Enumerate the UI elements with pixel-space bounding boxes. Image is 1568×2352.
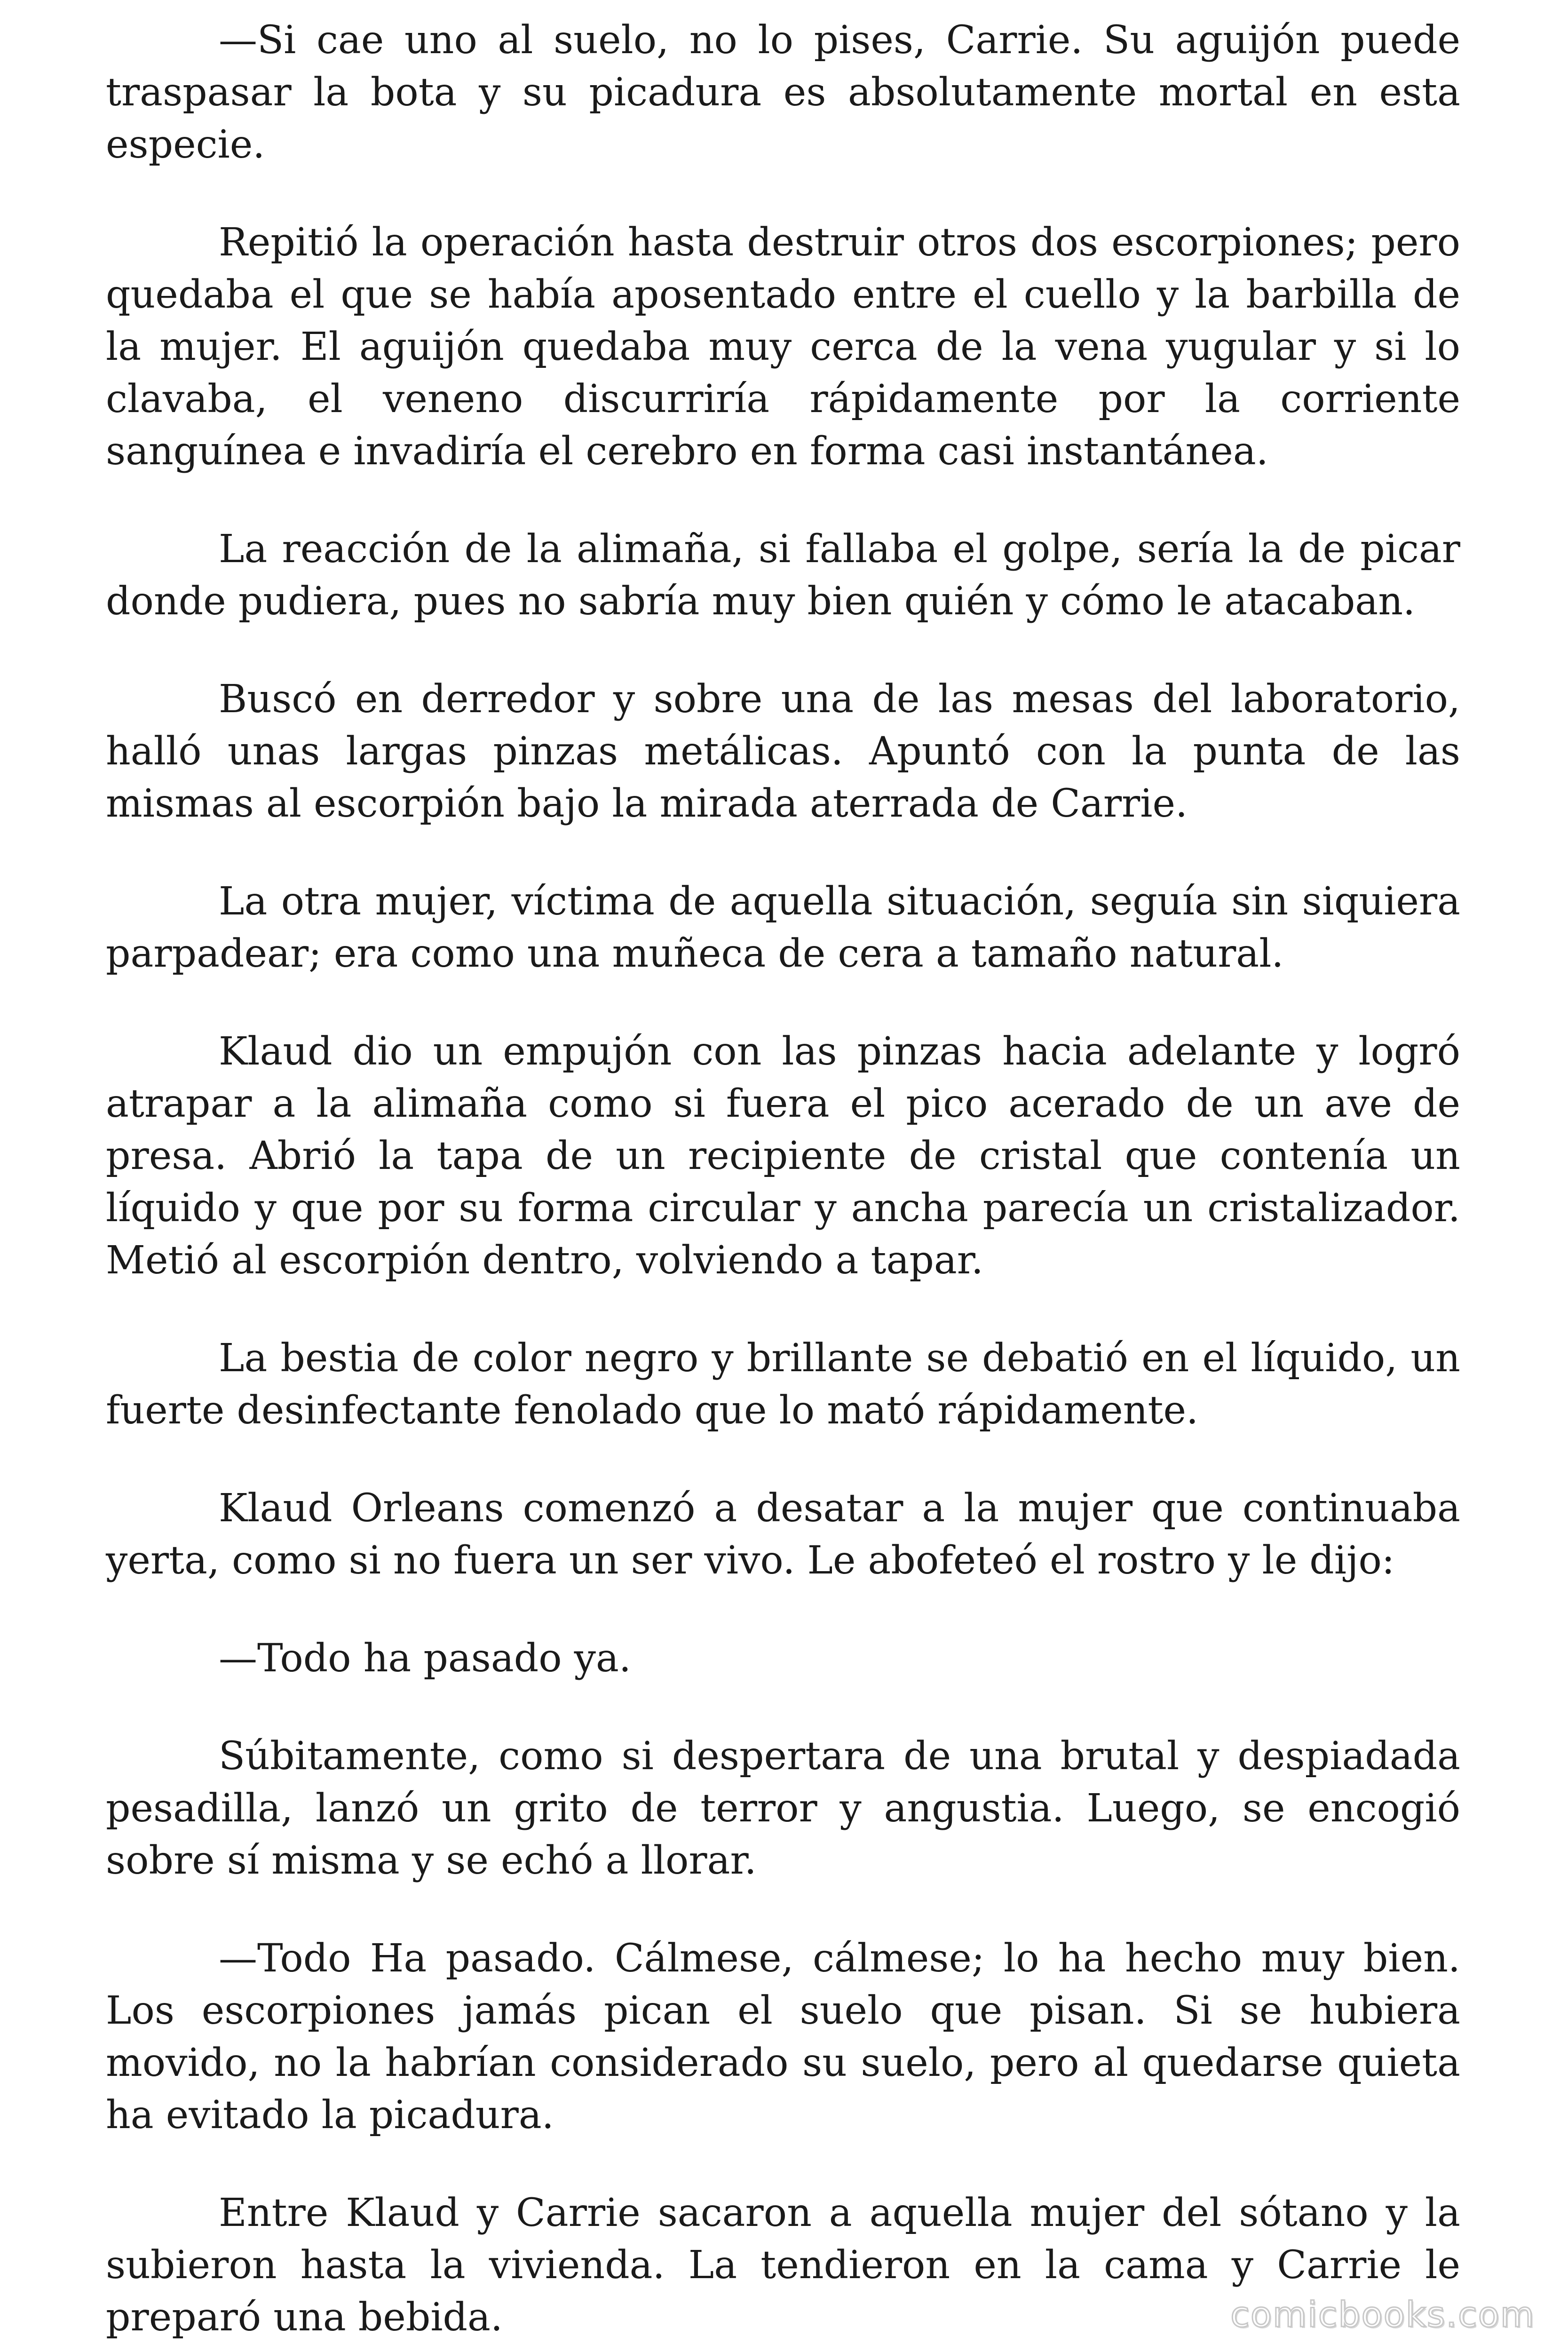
paragraph-5: La otra mujer, víctima de aquella situación, seguía sin siquiera parpadear; era como una muñeca de cera a tamaño natural. xyxy=(106,879,1460,976)
body-text xyxy=(106,14,1460,2344)
paragraph-3: La reacción de la alimaña, si fallaba el golpe, sería la de picar donde pudiera, pues no sabría muy bien quién y cómo le atacaban. xyxy=(106,527,1460,624)
watermark: comicbooks.com xyxy=(1230,2295,1535,2335)
paragraph-6: Klaud dio un empujón con las pinzas hacia adelante y logró atrapar a la alimaña como si fuera el pico acerado de un ave de presa. Abrió la tapa de un recipiente de cristal que contenía un líquido y que por su forma circular y ancha parecía un cristalizador. Metió al escorpión dentro, volviendo a tapar. xyxy=(106,1029,1460,1283)
paragraph-4: Buscó en derredor y sobre una de las mesas del laboratorio, halló unas largas pinzas metálicas. Apuntó con la punta de las mismas al escorpión bajo la mirada aterrada de Carrie. xyxy=(106,677,1460,826)
paragraph-9: —Todo ha pasado ya. xyxy=(219,1636,631,1681)
paragraph-8: Klaud Orleans comenzó a desatar a la mujer que continuaba yerta, como si no fuera un ser vivo. Le abofeteó el rostro y le dijo: xyxy=(106,1486,1460,1583)
paragraph-7: La bestia de color negro y brillante se debatió en el líquido, un fuerte desinfectante fenolado que lo mató rápidamente. xyxy=(106,1336,1460,1433)
paragraph-2: Repitió la operación hasta destruir otros dos escorpiones; pero quedaba el que se había aposentado entre el cuello y la barbilla de la mujer. El aguijón quedaba muy cerca de la vena yugular y si lo clavaba, el veneno discurriría rápidamente por la corriente sanguínea e invadiría el cerebro en forma casi instantánea. xyxy=(106,220,1460,474)
paragraph-1: —Si cae uno al suelo, no lo pises, Carrie. Su aguijón puede traspasar la bota y su picadura es absolutamente mortal en esta especie. xyxy=(106,18,1460,167)
paragraph-12: Entre Klaud y Carrie sacaron a aquella mujer del sótano y la subieron hasta la vivienda. La tendieron en la cama y Carrie le preparó una bebida. xyxy=(106,2191,1460,2340)
paragraph-11: —Todo Ha pasado. Cálmese, cálmese; lo ha hecho muy bien. Los escorpiones jamás pican el suelo que pisan. Si se hubiera movido, no la habrían considerado su suelo, pero al quedarse quieta ha evitado la picadura. xyxy=(106,1936,1460,2137)
paragraph-10: Súbitamente, como si despertara de una brutal y despiadada pesadilla, lanzó un grito de terror y angustia. Luego, se encogió sobre sí misma y se echó a llorar. xyxy=(106,1734,1460,1883)
